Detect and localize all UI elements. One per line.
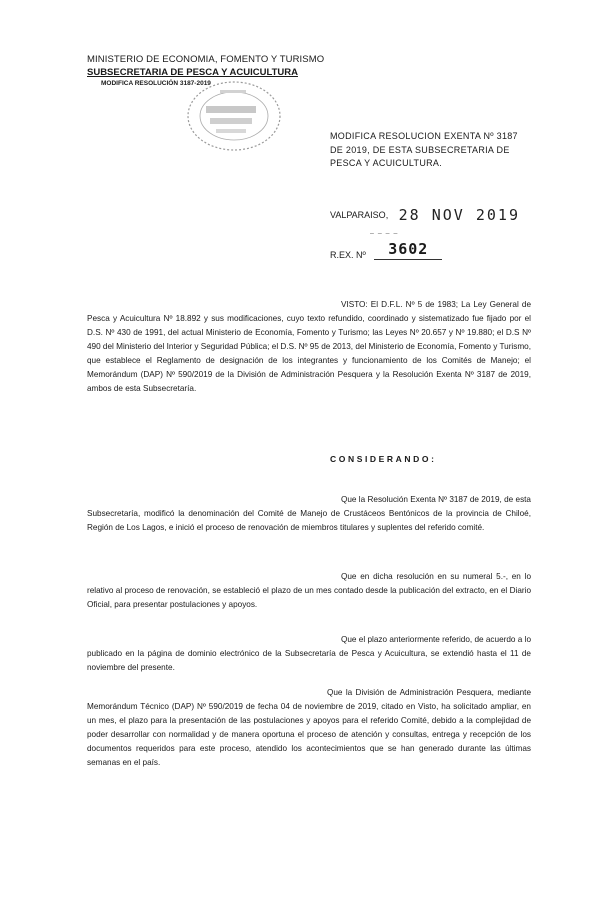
rex-number-box xyxy=(374,240,442,260)
resolution-number-line xyxy=(330,240,530,262)
considerando-paragraph-3 xyxy=(87,633,531,675)
visto-paragraph xyxy=(87,298,531,396)
rex-label: R.EX. Nº xyxy=(330,250,366,260)
considerando-paragraph-2 xyxy=(87,570,531,612)
place-and-date xyxy=(330,206,550,228)
considerando-paragraph-1 xyxy=(87,493,531,535)
office-stamp-icon xyxy=(180,76,284,156)
stamped-date: 28 NOV 2019 xyxy=(398,206,520,224)
rex-number: 3602 xyxy=(388,240,429,258)
paragraph-text: Que la Resolución Exenta Nº 3187 de 2019, de esta Subsecretaría, modificó la denominación del Comité de Manejo de Crustáceos Bentónicos de la provincia de Chiloé, Región de Los Lagos, e inició el proceso de renovación de miembros titulares y suplentes del referido comité. xyxy=(87,495,531,532)
paragraph-text: Que en dicha resolución en su numeral 5.-, en lo relativo al proceso de renovación, se estableció el plazo de un mes contado desde la publicación del extracto, en el Diario Oficial, para presentar postulaciones y apoyos. xyxy=(87,572,531,609)
resolution-subject: MODIFICA RESOLUCION EXENTA Nº 3187 DE 2019, DE ESTA SUBSECRETARIA DE PESCA Y ACUICULTURA. xyxy=(330,131,518,168)
considerando-heading: CONSIDERANDO: xyxy=(330,454,437,464)
place-label: VALPARAISO, xyxy=(330,210,389,220)
ministry-name: MINISTERIO DE ECONOMIA, FOMENTO Y TURISMO xyxy=(87,54,325,65)
paragraph-text: Que el plazo anteriormente referido, de acuerdo a lo publicado en la página de dominio electrónico de la Subsecretaría de Pesca y Acuicultura, se extendió hasta el 11 de noviembre del presente. xyxy=(87,635,531,672)
paragraph-text: Que la División de Administración Pesquera, mediante Memorándum Técnico (DAP) Nº 590/2019 de fecha 04 de noviembre de 2019, citado en Visto, ha solicitado ampliar, en un mes, el plazo para la presentación de las postulaciones y apoyos para el referido Comité, debido a la complejidad de poder desarrollar con normalidad y de manera oportuna el proceso de atención y consultas, entrega y recepción de los documentos requeridos para este proceso, atendido los acontecimientos que se han generado durante las últimas semanas en el país. xyxy=(87,688,531,767)
reference-line: MODIFICA RESOLUCIÓN 3187-2019 xyxy=(101,80,211,87)
undersecretariat-name: SUBSECRETARIA DE PESCA Y ACUICULTURA xyxy=(87,67,298,78)
considerando-paragraph-4 xyxy=(87,686,531,770)
date-underline-mark: – – – – xyxy=(370,230,399,237)
visto-text: VISTO: El D.F.L. Nº 5 de 1983; La Ley General de Pesca y Acuicultura Nº 18.892 y sus modificaciones, cuyo texto refundido, coordinado y sistematizado fue fijado por el D.S. Nº 430 de 1991, del actual Ministerio de Economía, Fomento y Turismo; las Leyes Nº 20.657 y Nº 19.880; el D.S Nº 490 del Ministerio del Interior y Seguridad Pública; el D.S. Nº 95 de 2013, del Ministerio de Economía, Fomento y Turismo, que establece el Reglamento de designación de los integrantes y funcionamiento de los Comités de Manejo; el Memorándum (DAP) Nº 590/2019 de la División de Administración Pesquera y la Resolución Exenta Nº 3187 de 2019, ambos de esta Subsecretaría. xyxy=(87,300,531,393)
